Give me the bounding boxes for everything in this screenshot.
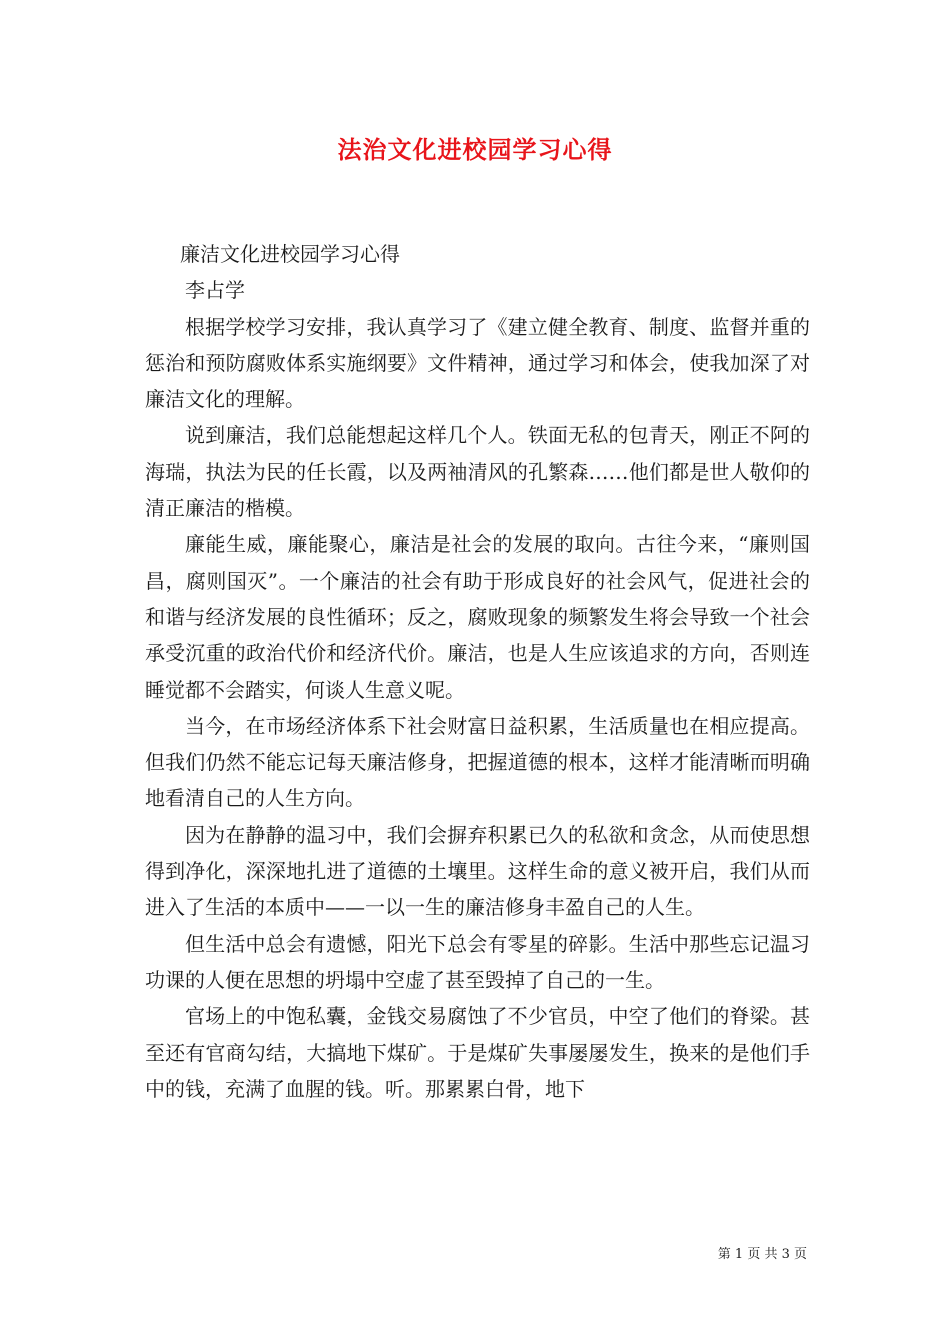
paragraph: 但生活中总会有遗憾，阳光下总会有零星的碎影。生活中那些忘记温习功课的人便在思想的坍塌中空虚了甚至毁掉了自己的一生。 (145, 931, 810, 992)
paragraph: 廉能生威，廉能聚心，廉洁是社会的发展的取向。古往今来，“廉则国昌，腐则国灭”。一个廉洁的社会有助于形成良好的社会风气，促进社会的和谐与经济发展的良性循环；反之，腐败现象的频繁发生将会导致一个社会承受沉重的政治代价和经济代价。廉洁，也是人生应该追求的方向，否则连睡觉都不会踏实，何谈人生意义呢。 (145, 532, 810, 702)
paragraph: 因为在静静的温习中，我们会摒弃积累已久的私欲和贪念，从而使思想得到净化，深深地扎进了道德的土壤里。这样生命的意义被开启，我们从而进入了生活的本质中——一以一生的廉洁修身丰盈自己的人生。 (145, 822, 810, 920)
page-indicator: 第 1 页 共 3 页 (717, 1247, 807, 1262)
document-title: 法治文化进校园学习心得 (337, 135, 613, 164)
document-body (145, 236, 810, 1107)
paragraph: 说到廉洁，我们总能想起这样几个人。铁面无私的包青天，刚正不阿的海瑞，执法为民的任长霞，以及两袖清风的孔繁森……他们都是世人敬仰的清正廉洁的楷模。 (145, 423, 810, 521)
document-subtitle: 廉洁文化进校园学习心得 (180, 242, 400, 266)
paragraph: 官场上的中饱私囊，金钱交易腐蚀了不少官员，中空了他们的脊梁。甚至还有官商勾结，大搞地下煤矿。于是煤矿失事屡屡发生，换来的是他们手中的钱，充满了血腥的钱。听。那累累白骨，地下 (145, 1004, 810, 1101)
document-author: 李占学 (185, 278, 245, 303)
paragraph: 当今，在市场经济体系下社会财富日益积累，生活质量也在相应提高。但我们仍然不能忘记每天廉洁修身，把握道德的根本，这样才能清晰而明确地看清自己的人生方向。 (145, 713, 810, 811)
paragraph: 根据学校学习安排，我认真学习了《建立健全教育、制度、监督并重的惩治和预防腐败体系实施纲要》文件精神，通过学习和体会，使我加深了对廉洁文化的理解。 (145, 314, 810, 412)
